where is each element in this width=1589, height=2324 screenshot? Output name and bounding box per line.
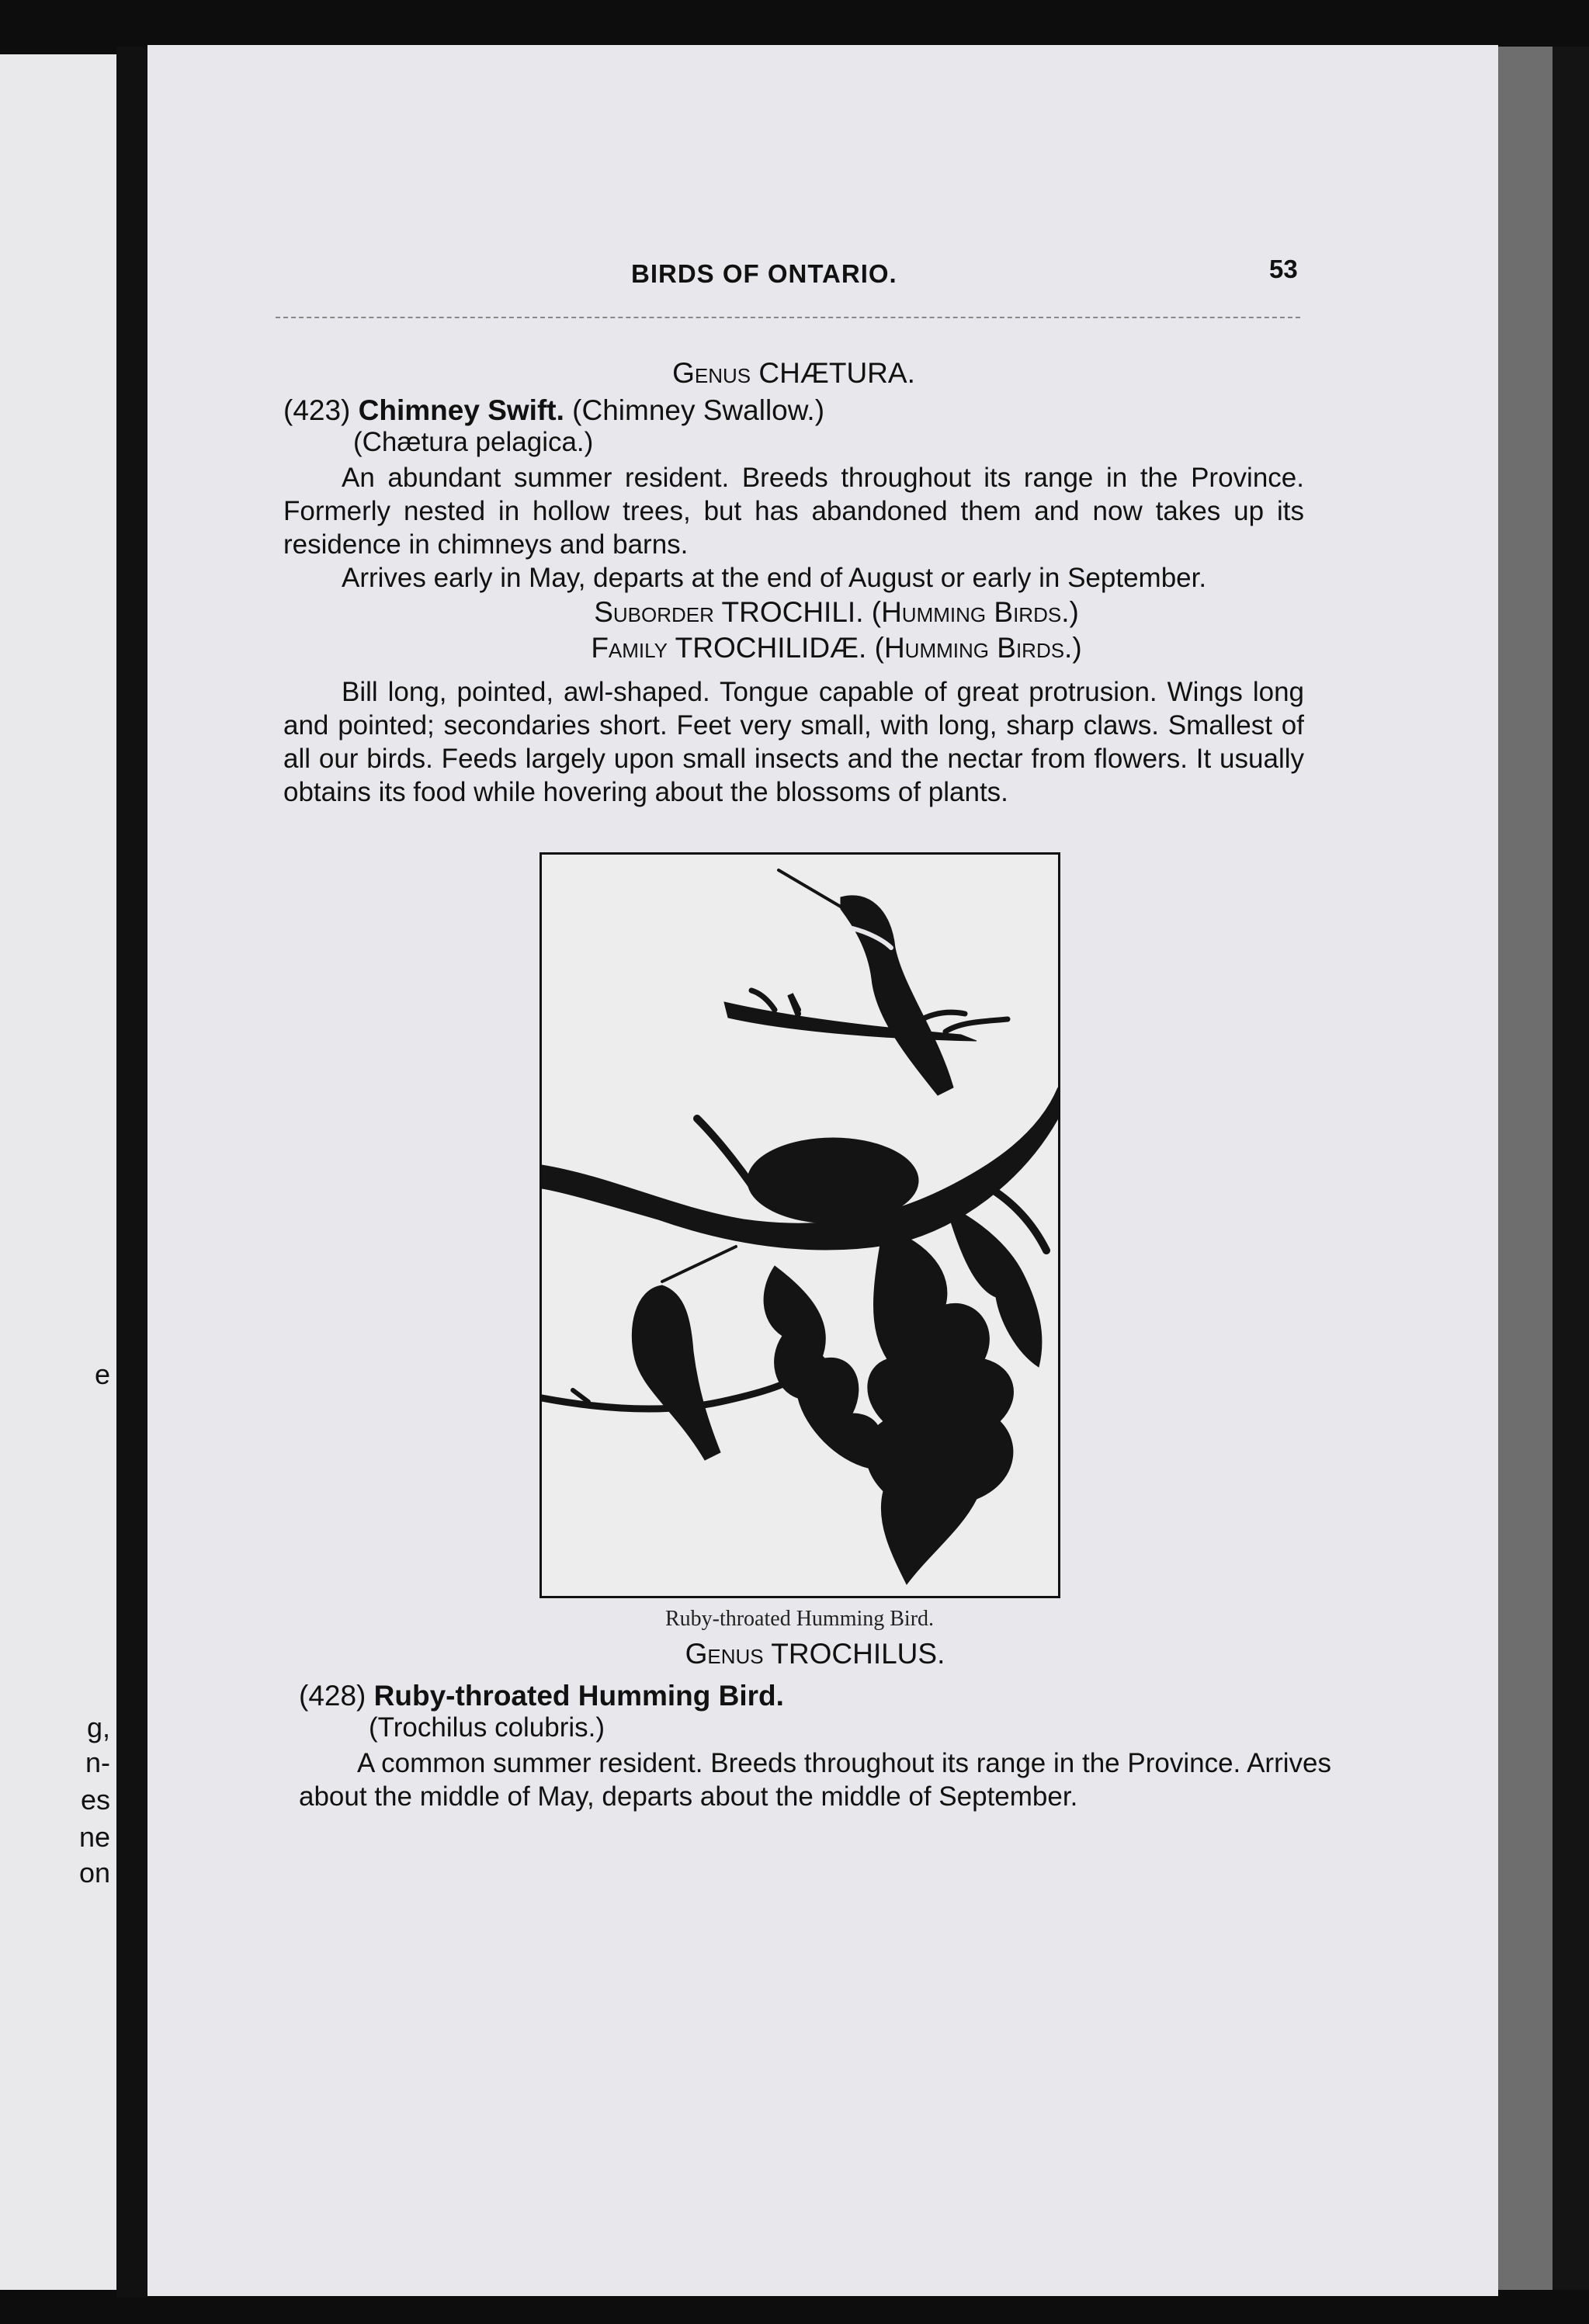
cover-edge: [1553, 47, 1589, 2290]
genus-heading: Genus TROCHILUS.: [685, 1638, 945, 1670]
running-header: BIRDS OF ONTARIO.: [631, 259, 897, 288]
book-gutter: [116, 47, 147, 2298]
hummingbird-nest-drawing: [542, 855, 1058, 1596]
figure-caption: Ruby-throated Humming Bird.: [664, 1607, 935, 1631]
genus-heading: Genus CHÆTURA.: [672, 357, 915, 389]
species-heading: (423) Chimney Swift. (Chimney Swallow.): [283, 394, 825, 426]
hummingbird-illustration: [539, 852, 1060, 1598]
species-heading: (428) Ruby-throated Humming Bird.: [299, 1680, 784, 1712]
left-page-text: ne: [78, 1821, 110, 1853]
migration-note: Arrives early in May, departs at the end of August or early in September.: [342, 563, 1207, 593]
left-page-text: e: [94, 1358, 110, 1390]
left-page-text: es: [80, 1784, 110, 1816]
left-page-text: n-: [85, 1746, 110, 1778]
family-heading: Family TROCHILIDÆ. (Humming Birds.): [591, 632, 1082, 664]
trochilus-section: [299, 1638, 1331, 1813]
page-number: 53: [1269, 255, 1298, 283]
left-page-text: on: [78, 1857, 110, 1889]
page-content: [147, 45, 1498, 2296]
family-description: Bill long, pointed, awl-shaped. Tongue capable of great protrusion. Wings long and pointed; secondaries short. Feet very small, with long, sharp claws. Smallest of all our birds. Feeds largely upon small insects and the nectar from flowers. It usually obtains its food while hovering about the blossoms of plants.: [283, 677, 1304, 807]
species-description: An abundant summer resident. Breeds throughout its range in the Province. Formerly nested in hollow trees, but has abandoned them and now takes up its residence in chimneys and barns.: [283, 463, 1304, 560]
latin-name: (Chætura pelagica.): [353, 427, 594, 457]
header-rule: [276, 317, 1300, 318]
left-page-fragment: [0, 54, 116, 2290]
species-description: A common summer resident. Breeds throughout its range in the Province. Arrives about the middle of May, departs about the middle of September.: [299, 1748, 1331, 1812]
chaetura-section: [283, 357, 1304, 809]
left-page-text: g,: [86, 1712, 110, 1743]
suborder-heading: Suborder TROCHILI. (Humming Birds.): [594, 596, 1079, 628]
latin-name: (Trochilus colubris.): [369, 1712, 605, 1743]
